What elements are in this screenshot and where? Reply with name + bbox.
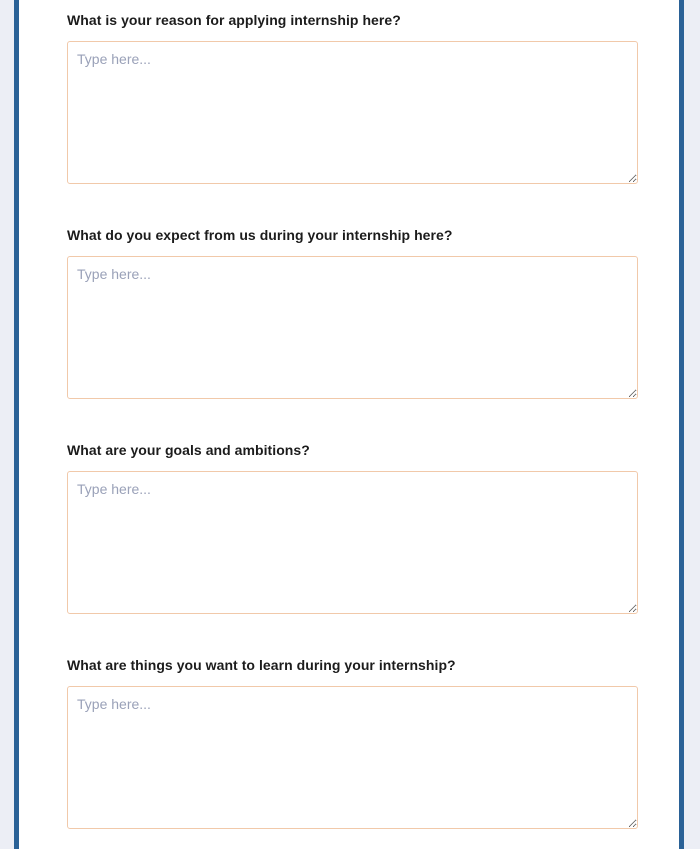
expectations-answer-textarea[interactable] bbox=[67, 256, 638, 399]
question-goals bbox=[67, 441, 639, 614]
question-label: What is your reason for applying internship here? bbox=[67, 12, 401, 28]
goals-answer-textarea[interactable] bbox=[67, 471, 638, 614]
reason-answer-textarea[interactable] bbox=[67, 41, 638, 184]
question-expectations bbox=[67, 226, 639, 399]
question-reason bbox=[67, 11, 639, 184]
question-label: What are things you want to learn during your internship? bbox=[67, 657, 456, 673]
question-label: What do you expect from us during your internship here? bbox=[67, 227, 453, 243]
form-card bbox=[14, 0, 684, 849]
learning-answer-textarea[interactable] bbox=[67, 686, 638, 829]
question-learning bbox=[67, 656, 639, 829]
question-label: What are your goals and ambitions? bbox=[67, 442, 310, 458]
